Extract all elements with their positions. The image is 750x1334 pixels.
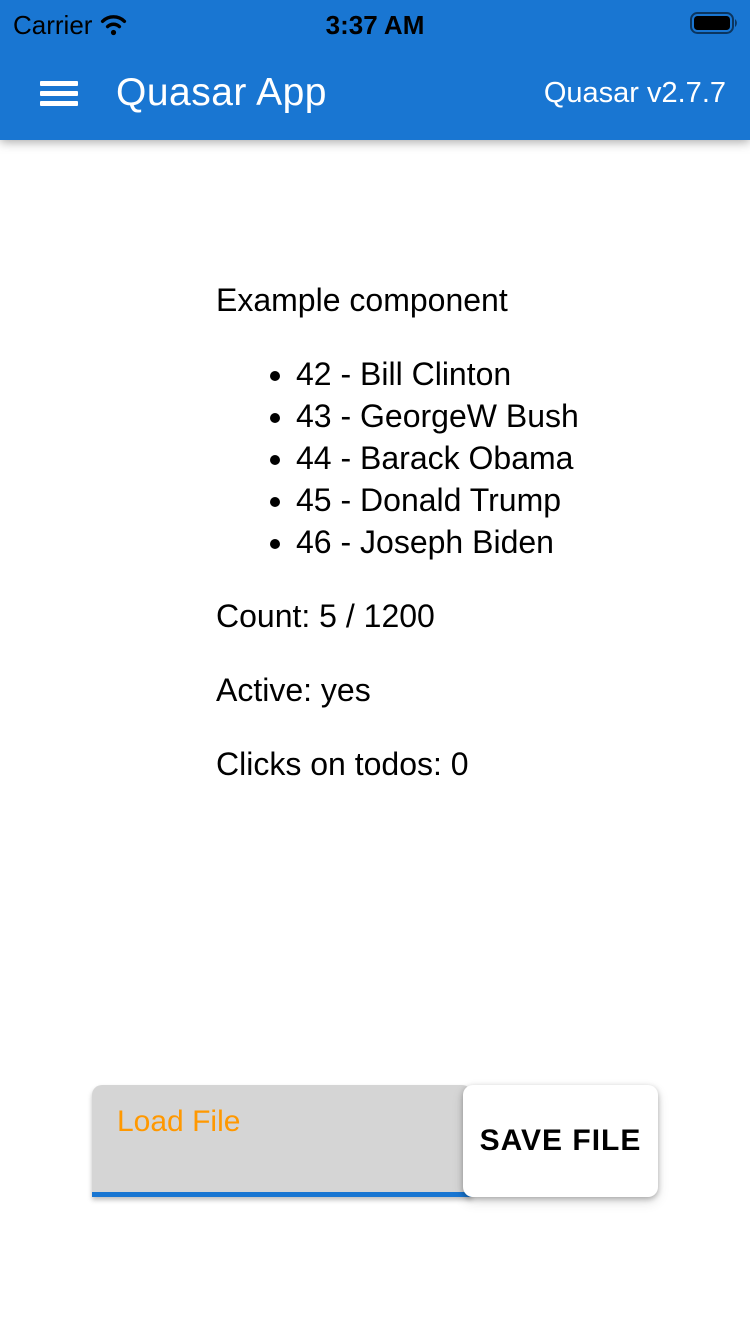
todo-item[interactable]: • 44 - Barack Obama — [296, 437, 750, 479]
menu-icon — [40, 81, 78, 86]
battery-icon — [690, 12, 739, 34]
active-label: Active: yes — [216, 672, 371, 708]
menu-button[interactable] — [40, 81, 78, 106]
load-file-input[interactable] — [92, 1085, 472, 1197]
todo-item[interactable]: • 46 - Joseph Biden — [296, 521, 750, 563]
todo-list — [216, 353, 750, 563]
clicks-label: Clicks on todos: 0 — [216, 746, 469, 782]
load-file-label: Load File — [117, 1105, 241, 1138]
app-header — [0, 0, 750, 140]
example-heading: Example component — [216, 282, 508, 318]
todo-item[interactable]: • 45 - Donald Trump — [296, 479, 750, 521]
toolbar — [0, 46, 750, 140]
status-bar — [0, 0, 750, 46]
save-file-label: SAVE FILE — [479, 1124, 642, 1157]
carrier-label: Carrier — [13, 9, 93, 40]
file-input-underline — [92, 1192, 472, 1197]
file-controls-row — [92, 1085, 658, 1197]
todo-item[interactable]: • 42 - Bill Clinton — [296, 353, 750, 395]
quasar-version-label: Quasar v2.7.7 — [543, 76, 726, 109]
example-component — [216, 140, 750, 785]
app-title: Quasar App — [116, 71, 327, 114]
todo-item[interactable]: • 43 - GeorgeW Bush — [296, 395, 750, 437]
save-file-button[interactable] — [463, 1085, 658, 1197]
page-content — [0, 140, 750, 1157]
status-time: 3:37 AM — [325, 9, 425, 40]
count-label: Count: 5 / 1200 — [216, 598, 435, 634]
